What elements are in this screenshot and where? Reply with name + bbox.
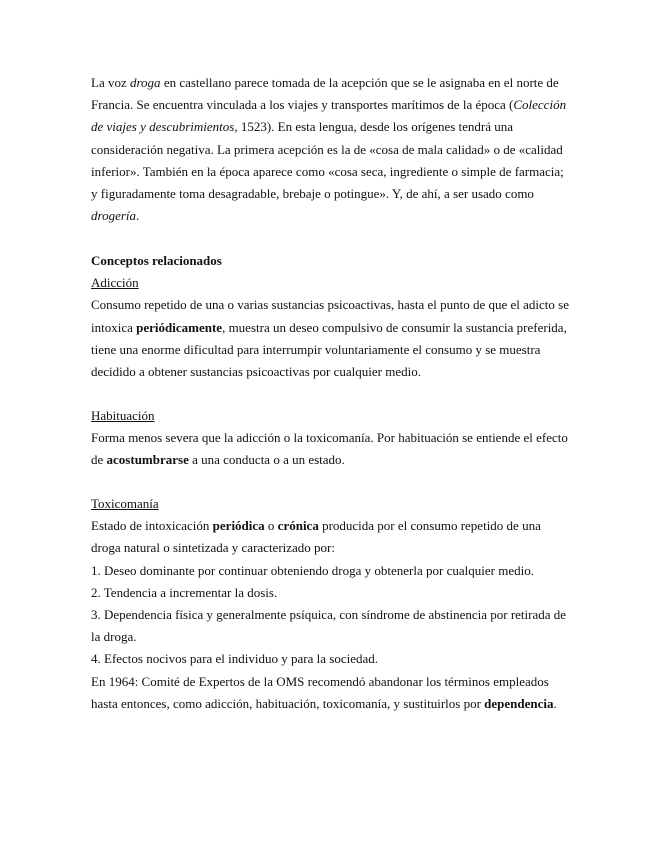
- citation-title: de viajes y descubrimientos,: [91, 119, 238, 135]
- intro-line: y figuradamente toma desagradable, brebaje o potingue». Y, de ahí, a ser usado como: [91, 186, 534, 202]
- text-run: Francia. Se encuentra vinculada a los viajes y transportes marítimos de la época (: [91, 97, 514, 113]
- intro-line: inferior». También en la época aparece como «cosa seca, ingrediente o simple de farmacia;: [91, 163, 564, 179]
- intro-line: [91, 205, 571, 227]
- subheading-toxicomania: Toxicomanía: [91, 496, 159, 511]
- text-run: Estado de intoxicación: [91, 518, 213, 534]
- text-run: producida por el consumo repetido de una: [318, 518, 541, 534]
- text-run: intoxica: [91, 319, 137, 335]
- intro-line: consideración negativa. La primera acepción es la de «cosa de mala calidad» o de «calidad: [91, 141, 563, 157]
- habituacion-line: Forma menos severa que la adicción o la toxicomanía. Por habituación se entiende el efecto: [91, 430, 568, 446]
- subheading-adiccion: Adicción: [91, 275, 139, 291]
- intro-paragraph: [91, 72, 571, 227]
- adiccion-line: Consumo repetido de una o varias sustancias psicoactivas, hasta el punto de que el adicto se: [91, 297, 569, 313]
- subheading-habituacion: Habituación: [91, 408, 155, 423]
- list-item: 1. Deseo dominante por continuar obteniendo droga y obtenerla por cualquier medio.: [91, 562, 534, 578]
- toxicomania-line: droga natural o sintetizada y caracterizado por:: [91, 540, 335, 556]
- oms-line: En 1964: Comité de Expertos de la OMS recomendó abandonar los términos empleados: [91, 673, 549, 689]
- bold-term: periódicamente: [136, 319, 223, 335]
- text-run: La voz: [91, 75, 130, 90]
- list-item-continuation: la droga.: [91, 629, 137, 645]
- text-run: de: [91, 452, 107, 468]
- intro-line: [91, 72, 571, 94]
- text-run: .: [553, 695, 557, 711]
- bold-term: periódica: [212, 518, 265, 534]
- list-item: 2. Tendencia a incrementar la dosis.: [91, 584, 278, 600]
- adiccion-line: tiene una enorme dificultad para interrumpir voluntariamente el consumo y se muestra: [91, 341, 541, 357]
- toxicomania-line: [91, 515, 571, 537]
- text-run: o: [264, 518, 278, 534]
- text-run: hasta entonces, como adicción, habituación, toxicomanía, y sustituirlos por: [91, 695, 485, 711]
- oms-line: [91, 693, 571, 715]
- bold-term: crónica: [277, 518, 319, 534]
- term-droga: droga: [129, 75, 161, 90]
- habituacion-line: [91, 449, 571, 471]
- bold-term: dependencia: [484, 695, 554, 711]
- text-run: a una conducta o a un estado.: [188, 452, 345, 468]
- text-run: 1523). En esta lengua, desde los orígenes tendrá una: [237, 119, 514, 135]
- intro-line: [91, 116, 571, 138]
- text-run: , muestra un deseo compulsivo de consumir la sustancia preferida,: [222, 319, 567, 335]
- adiccion-line: decidido a obtener sustancias psicoactivas por cualquier medio.: [91, 364, 421, 380]
- term-drogeria: drogería: [91, 208, 137, 224]
- habituacion-section: [91, 405, 571, 472]
- list-item: 3. Dependencia física y generalmente psíquica, con síndrome de abstinencia por retirada de: [91, 607, 567, 623]
- text-run: en castellano parece tomada de la acepción que se le asignaba en el norte de: [160, 75, 559, 90]
- related-concepts-section: [91, 250, 571, 383]
- intro-line: [91, 94, 571, 116]
- list-item: 4. Efectos nocivos para el individuo y para la sociedad.: [91, 651, 378, 667]
- text-run: .: [136, 208, 140, 224]
- toxicomania-section: [91, 493, 571, 715]
- citation-title: Colección: [513, 97, 567, 113]
- bold-term: acostumbrarse: [106, 452, 189, 468]
- adiccion-line: [91, 317, 571, 339]
- section-title: Conceptos relacionados: [91, 253, 222, 268]
